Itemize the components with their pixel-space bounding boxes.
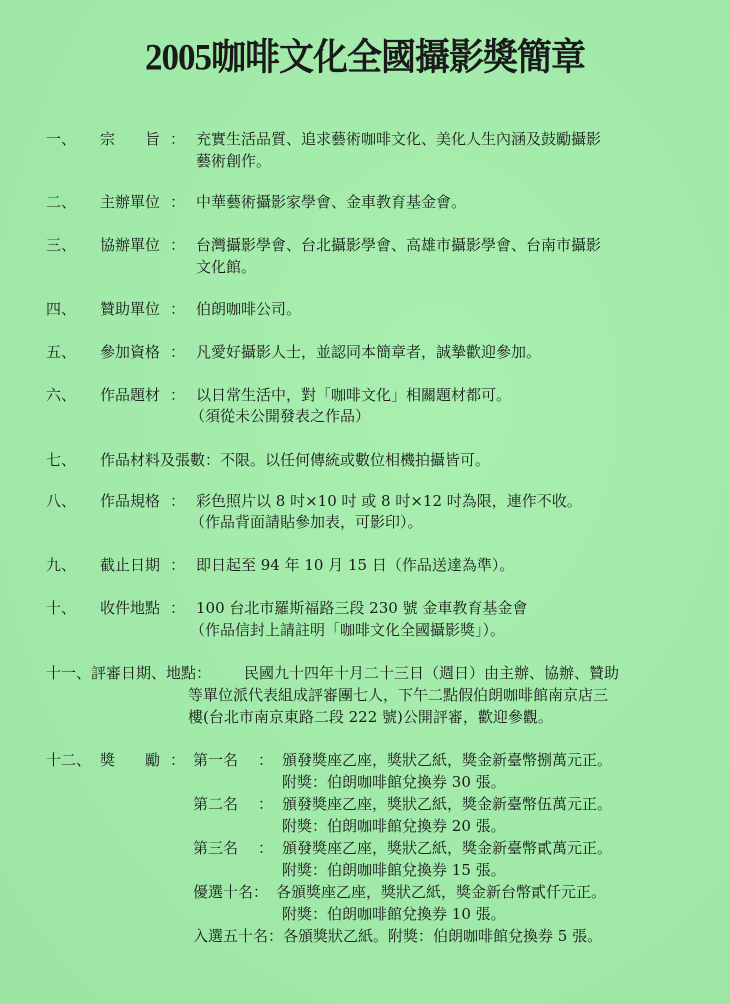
colon: ： bbox=[170, 599, 186, 617]
section-text: 即日起至 94 年 10 月 15 日（作品送達為準）。 bbox=[196, 556, 515, 574]
award-main: 頒發獎座乙座，獎狀乙紙，獎金新臺幣捌萬元正。 bbox=[282, 751, 613, 769]
colon: ： bbox=[258, 751, 274, 769]
award-sub: 附獎：伯朗咖啡館兌換券 20 張。 bbox=[282, 817, 506, 835]
section-number: 五、 bbox=[46, 343, 77, 361]
section-text: 100 台北市羅斯福路三段 230 號 金車教育基金會 bbox=[196, 599, 528, 617]
award-sub: 附獎：伯朗咖啡館兌換券 30 張。 bbox=[282, 773, 506, 791]
section-label: 收件地點 bbox=[100, 599, 161, 617]
colon: ： bbox=[170, 386, 186, 404]
section-text: （作品信封上請註明「咖啡文化全國攝影獎」）。 bbox=[190, 621, 506, 639]
section-number: 十二、 bbox=[46, 751, 92, 769]
section-text: 伯朗咖啡公司。 bbox=[196, 300, 302, 318]
section-label: 獎 勵 bbox=[100, 751, 161, 769]
award-name: 優選十名： bbox=[193, 883, 269, 901]
award-main: 各頒獎座乙座，獎狀乙紙，獎金新台幣貳仟元正。 bbox=[276, 883, 607, 901]
section-number: 二、 bbox=[46, 193, 77, 211]
section-number: 三、 bbox=[46, 236, 77, 254]
section-label: 作品規格 bbox=[100, 492, 161, 510]
section-text: （作品背面請貼參加表，可影印）。 bbox=[190, 513, 423, 531]
award-name: 第一名 bbox=[193, 751, 239, 769]
colon: ： bbox=[170, 751, 186, 769]
section-text: 藝術創作。 bbox=[196, 152, 272, 170]
colon: ： bbox=[170, 300, 186, 318]
section-text: 台灣攝影學會、台北攝影學會、高雄市攝影學會、台南市攝影 bbox=[196, 236, 602, 254]
section-text: 以日常生活中，對「咖啡文化」相關題材都可。 bbox=[196, 386, 512, 404]
award-main: 頒發獎座乙座，獎狀乙紙，獎金新臺幣伍萬元正。 bbox=[282, 795, 613, 813]
section-text: 充實生活品質、追求藝術咖啡文化、美化人生內涵及鼓勵攝影 bbox=[196, 130, 602, 148]
award-name: 第二名 bbox=[193, 795, 239, 813]
colon: ： bbox=[258, 795, 274, 813]
colon: ： bbox=[170, 343, 186, 361]
section-label: 贊助單位 bbox=[100, 300, 161, 318]
colon: ： bbox=[170, 556, 186, 574]
section-number: 八、 bbox=[46, 492, 77, 510]
colon: ： bbox=[170, 130, 186, 148]
section-label: 協辦單位 bbox=[100, 236, 161, 254]
section-number: 四、 bbox=[46, 300, 77, 318]
section-text: 彩色照片以 8 吋×10 吋 或 8 吋×12 吋為限，連作不收。 bbox=[196, 492, 582, 510]
section-text: 文化館。 bbox=[196, 258, 257, 276]
section-label: 參加資格 bbox=[100, 343, 161, 361]
section-text: 等單位派代表組成評審團七人，下午二點假伯朗咖啡館南京店三 bbox=[188, 686, 609, 704]
section-text: 樓(台北市南京東路二段 222 號)公開評審，歡迎參觀。 bbox=[188, 708, 553, 726]
award-honorable-text: 入選五十名：各頒獎狀乙紙。附獎：伯朗咖啡館兌換券 5 張。 bbox=[193, 927, 603, 945]
award-name: 第三名 bbox=[193, 839, 239, 857]
section-number: 十一、評審日期、地點： bbox=[46, 664, 212, 682]
colon: ： bbox=[170, 193, 186, 211]
section-number: 六、 bbox=[46, 386, 77, 404]
section-text: 中華藝術攝影家學會、金車教育基金會。 bbox=[196, 193, 467, 211]
colon: ： bbox=[170, 236, 186, 254]
section-label: 作品題材 bbox=[100, 386, 161, 404]
section-text: （須從未公開發表之作品） bbox=[190, 407, 371, 425]
section-label: 宗 旨 bbox=[100, 130, 161, 148]
award-main: 頒發獎座乙座，獎狀乙紙，獎金新臺幣貳萬元正。 bbox=[282, 839, 613, 857]
award-sub: 附獎：伯朗咖啡館兌換券 15 張。 bbox=[282, 861, 506, 879]
award-sub: 附獎：伯朗咖啡館兌換券 10 張。 bbox=[282, 905, 506, 923]
page-title: 2005咖啡文化全國攝影獎簡章 bbox=[144, 37, 585, 79]
section-label: 作品材料及張數：不限。以任何傳統或數位相機拍攝皆可。 bbox=[100, 451, 491, 469]
section-text: 凡愛好攝影人士，並認同本簡章者，誠摯歡迎參加。 bbox=[196, 343, 542, 361]
section-number: 十、 bbox=[46, 599, 77, 617]
section-label: 截止日期 bbox=[100, 556, 161, 574]
section-number: 一、 bbox=[46, 130, 77, 148]
colon: ： bbox=[170, 492, 186, 510]
section-label: 主辦單位 bbox=[100, 193, 161, 211]
section-text: 民國九十四年十月二十三日（週日）由主辦、協辦、贊助 bbox=[244, 664, 620, 682]
colon: ： bbox=[258, 839, 274, 857]
section-number: 七、 bbox=[46, 451, 77, 469]
section-number: 九、 bbox=[46, 556, 77, 574]
